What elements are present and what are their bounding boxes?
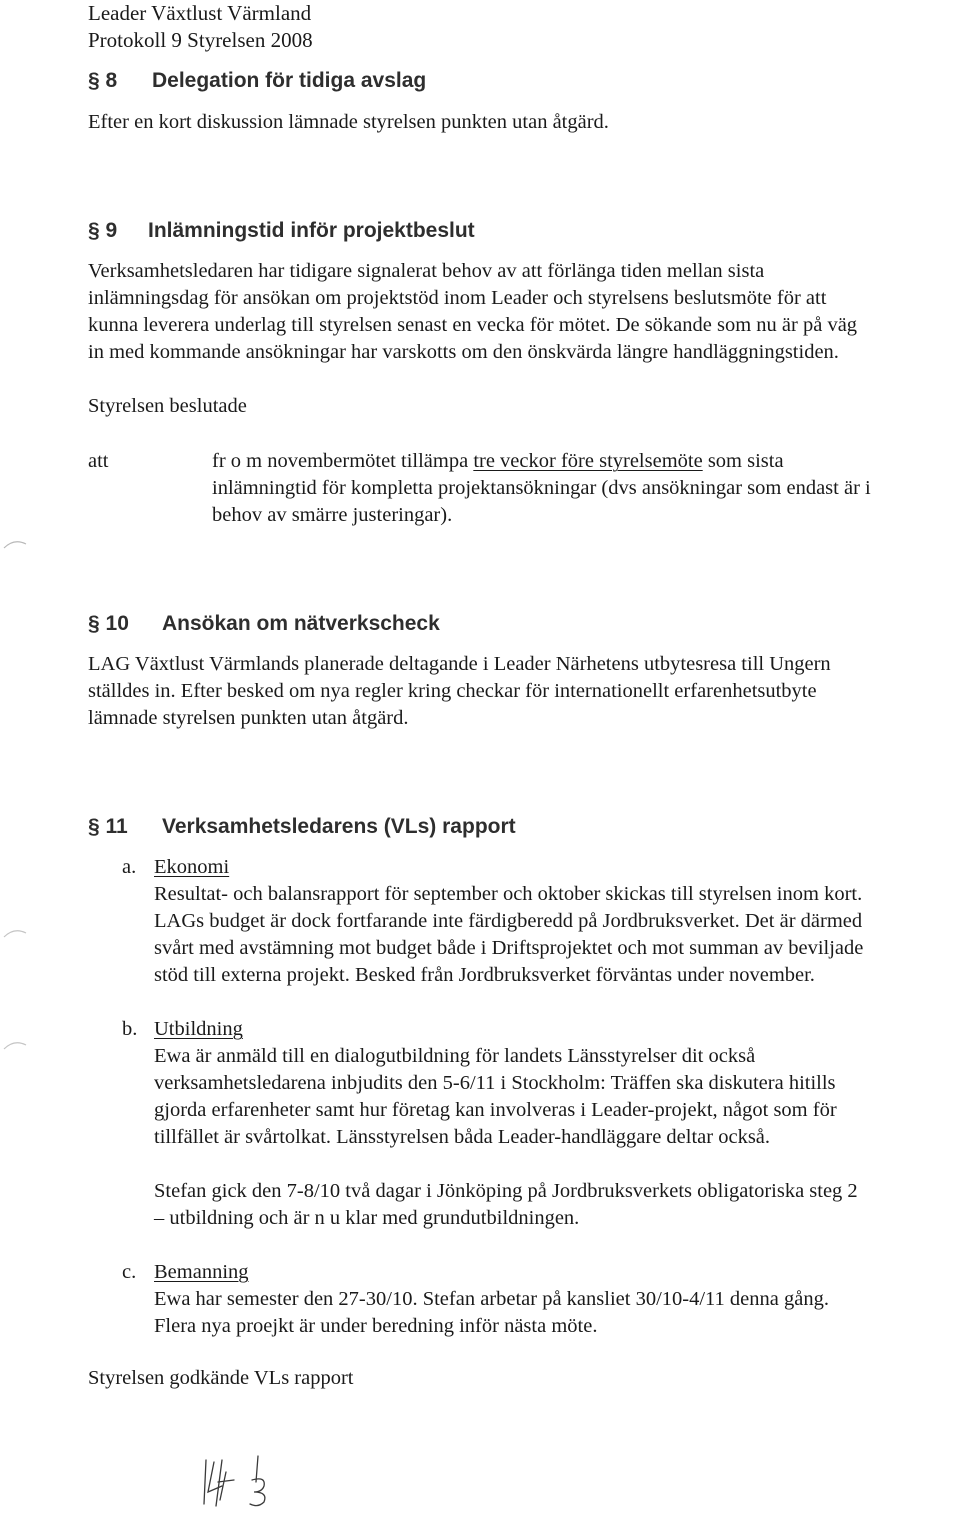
item-c-heading: Bemanning — [154, 1261, 249, 1283]
section-8-title: Delegation för tidiga avslag — [152, 69, 427, 92]
section-10-line: lämnade styrelsen punkten utan åtgärd. — [88, 707, 409, 729]
section-10-line: ställdes in. Efter besked om nya regler kring checkar för internationellt erfarenhetsutbyte — [88, 680, 817, 702]
scan-mark-icon — [0, 1037, 30, 1053]
section-10-number: § 10 — [88, 612, 129, 635]
item-a-line: stöd till externa projekt. Besked från Jordbruksverket förväntas under november. — [154, 964, 815, 986]
section-9-title: Inlämningstid inför projektbeslut — [148, 219, 475, 242]
section-9-line: in med kommande ansökningar har varskotts om den önskvärda längre handläggningstiden. — [88, 341, 839, 363]
section-9-line: kunna leverera underlag till styrelsen senast en vecka för mötet. De sökande som nu är på väg — [88, 314, 858, 336]
handwritten-initials-icon — [200, 1452, 280, 1512]
item-b-line: verksamhetsledarena inbjudits den 5-6/11 i Stockholm: Träffen ska diskutera hitills — [154, 1072, 836, 1094]
section-10-title: Ansökan om nätverkscheck — [162, 612, 440, 635]
decision-line-1-pre: fr o m novembermötet tillämpa — [212, 450, 474, 472]
section-9-number: § 9 — [88, 219, 118, 242]
item-b-extra-line: – utbildning och är n u klar med grundutbildningen. — [154, 1207, 580, 1229]
item-a-heading: Ekonomi — [154, 856, 230, 878]
decision-underlined-text: tre veckor före styrelsemöte — [473, 450, 703, 472]
section-9-heading — [88, 217, 475, 244]
section-8-heading — [88, 67, 427, 94]
decision-line-3: behov av smärre justeringar). — [212, 504, 453, 526]
item-b-line: gjorda erfarenheter samt hur företag kan involveras i Leader-projekt, något som för — [154, 1099, 837, 1121]
item-b-extra-line: Stefan gick den 7-8/10 två dagar i Jönköping på Jordbruksverkets obligatoriska steg 2 — [154, 1180, 858, 1202]
section-11-number: § 11 — [88, 815, 128, 838]
item-a-letter: a. — [122, 856, 137, 878]
document-org: Leader Växtlust Värmland — [88, 1, 312, 25]
section-11-title: Verksamhetsledarens (VLs) rapport — [162, 815, 516, 838]
item-c-letter: c. — [122, 1261, 137, 1283]
scan-mark-icon — [0, 925, 30, 941]
section-10-heading — [88, 610, 440, 637]
item-b-line: tillfället är svårtolkat. Länsstyrelsen båda Leader-handläggare deltar också. — [154, 1126, 771, 1148]
decision-line-2: inlämningtid för kompletta projektansökningar (dvs ansökningar som endast är i — [212, 477, 871, 499]
item-a-line: LAGs budget är dock fortfarande inte färdigberedd på Jordbruksverket. Det är därmed — [154, 910, 863, 932]
section-9-decision-intro: Styrelsen beslutade — [88, 395, 247, 417]
item-b-line: Ewa är anmäld till en dialogutbildning för landets Länsstyrelser dit också — [154, 1045, 756, 1067]
item-a-line: Resultat- och balansrapport för september och oktober skickas till styrelsen inom kort. — [154, 883, 863, 905]
decision-line-1-post: som sista — [702, 450, 784, 472]
section-11-heading — [88, 813, 516, 840]
scan-mark-icon — [0, 536, 30, 552]
item-c-line: Flera nya proejkt är under beredning inför nästa möte. — [154, 1315, 598, 1337]
item-a-line: svårt med avstämning mot budget både i Driftsprojektet och mot summan av beviljade — [154, 937, 864, 959]
item-b-letter: b. — [122, 1018, 138, 1040]
section-10-line: LAG Växtlust Värmlands planerade deltagande i Leader Närhetens utbytesresa till Ungern — [88, 653, 831, 675]
item-b-heading: Utbildning — [154, 1018, 243, 1040]
document-protocol: Protokoll 9 Styrelsen 2008 — [88, 28, 313, 52]
item-c-line: Ewa har semester den 27-30/10. Stefan arbetar på kansliet 30/10-4/11 denna gång. — [154, 1288, 829, 1310]
section-11-closing: Styrelsen godkände VLs rapport — [88, 1367, 354, 1389]
section-9-line: inlämningsdag för ansökan om projektstöd inom Leader och styrelsens beslutsmöte för att — [88, 287, 827, 309]
section-9-line: Verksamhetsledaren har tidigare signalerat behov av att förlänga tiden mellan sista — [88, 260, 765, 282]
decision-line-1 — [212, 448, 784, 475]
decision-att-label: att — [88, 450, 109, 472]
section-8-number: § 8 — [88, 69, 118, 92]
section-8-body: Efter en kort diskussion lämnade styrelsen punkten utan åtgärd. — [88, 111, 609, 133]
